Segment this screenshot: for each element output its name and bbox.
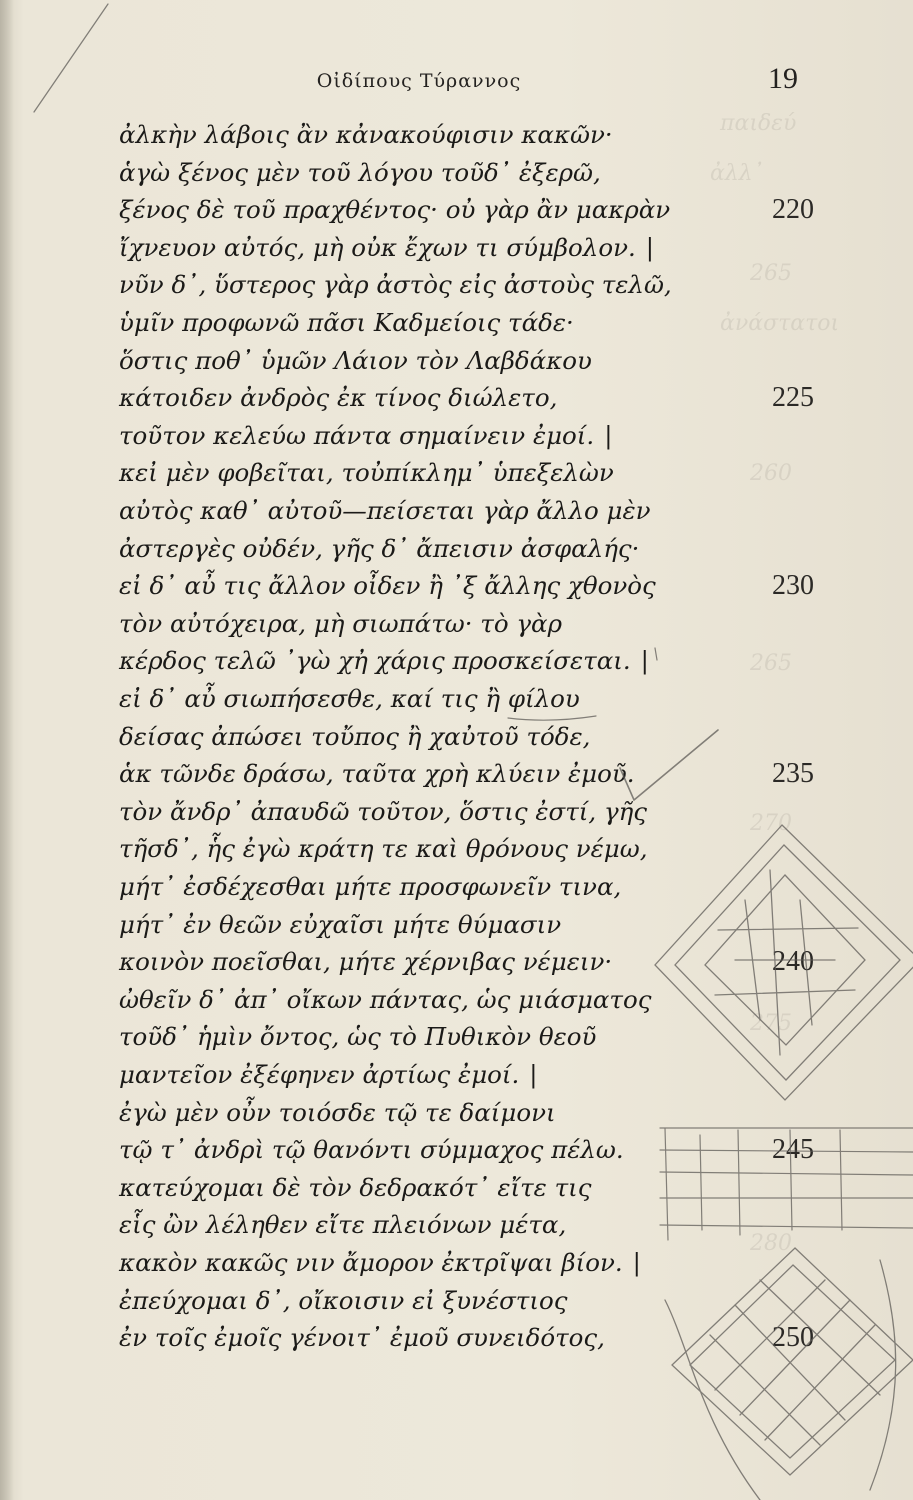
- verse-line: [119, 1282, 759, 1320]
- svg-text:265: 265: [750, 261, 792, 286]
- verse-line: [119, 718, 759, 756]
- verse-text: ἐγὼ μὲν οὖν τοιόσδε τῷ τε δαίμονι: [119, 1098, 556, 1127]
- verse-block: [0, 116, 913, 1396]
- verse-line: [119, 981, 759, 1019]
- section-bar: |: [645, 233, 655, 262]
- verse-text: ὅστις ποθ᾽ ὑμῶν Λάιον τὸν Λαβδάκου: [119, 346, 592, 375]
- line-number: 245: [772, 1134, 814, 1165]
- verse-line: [119, 154, 759, 192]
- verse-text: κάτοιδεν ἀνδρὸς ἐκ τίνος διώλετο,: [119, 383, 558, 412]
- verse-line: [119, 342, 759, 380]
- verse-line: [119, 417, 759, 455]
- verse-line: [119, 906, 759, 944]
- verse-text: εἰ δ᾽ αὖ τις ἄλλον οἶδεν ἢ ᾽ξ ἄλλης χθονὸς: [119, 571, 656, 600]
- verse-text: ὑμῖν προφωνῶ πᾶσι Καδμείοις τάδε·: [119, 308, 574, 337]
- verse-text: κακὸν κακῶς νιν ἄμορον ἐκτρῖψαι βίον.: [119, 1248, 623, 1277]
- verse-text: τὸν ἄνδρ᾽ ἀπαυδῶ τοῦτον, ὅστις ἐστί, γῆς: [119, 797, 647, 826]
- svg-text:ἀλλ᾽: ἀλλ᾽: [710, 161, 764, 186]
- verse-text: ἁγὼ ξένος μὲν τοῦ λόγου τοῦδ᾽ ἐξερῶ,: [119, 158, 601, 187]
- svg-text:280: 280: [750, 1231, 792, 1256]
- svg-text:270: 270: [750, 811, 792, 836]
- verse-text: τοῦτον κελεύω πάντα σημαίνειν ἐμοί.: [119, 421, 595, 450]
- verse-text: κέρδος τελῶ ᾽γὼ χἠ χάρις προσκείσεται.: [119, 646, 631, 675]
- verse-line: [119, 266, 759, 304]
- verse-line: [119, 755, 759, 793]
- section-bar: |: [604, 421, 613, 450]
- svg-text:ἀνάστατοι: ἀνάστατοι: [720, 311, 840, 336]
- line-number: 230: [772, 570, 814, 601]
- verse-line: [119, 1244, 759, 1282]
- svg-text:260: 260: [750, 461, 792, 486]
- section-bar: |: [529, 1060, 538, 1089]
- verse-text: εἷς ὢν λέληθεν εἴτε πλειόνων μέτα,: [119, 1210, 567, 1239]
- verse-line: [119, 830, 759, 868]
- svg-text:παιδεύ: παιδεύ: [720, 111, 797, 136]
- verse-line: [119, 680, 759, 718]
- verse-text: μήτ᾽ ἐν θεῶν εὐχαῖσι μήτε θύμασιν: [119, 910, 562, 939]
- running-title: Οἰδίπους Τύραννος: [316, 70, 522, 92]
- page-number: 19: [768, 62, 798, 95]
- verse-text: κεἰ μὲν φοβεῖται, τοὐπίκλημ᾽ ὑπεξελὼν: [119, 458, 614, 487]
- verse-text: ἀλκὴν λάβοις ἂν κἀνακούφισιν κακῶν·: [119, 120, 613, 149]
- verse-line: [119, 191, 759, 229]
- verse-text: τῆσδ᾽, ἧς ἐγὼ κράτη τε καὶ θρόνους νέμω,: [119, 834, 648, 863]
- verse-line: [119, 1169, 759, 1207]
- verse-text: δείσας ἀπώσει τοὔπος ἢ χαὐτοῦ τόδε,: [119, 722, 591, 751]
- verse-text: ἁκ τῶνδε δράσω, ταῦτα χρὴ κλύειν ἐμοῦ.: [119, 759, 635, 788]
- verse-text: τῷ τ᾽ ἀνδρὶ τῷ θανόντι σύμμαχος πέλω.: [119, 1135, 624, 1164]
- verse-line: [119, 454, 759, 492]
- verse-line: [119, 492, 759, 530]
- verse-text: κοινὸν ποεῖσθαι, μήτε χέρνιβας νέμειν·: [119, 947, 613, 976]
- svg-text:275: 275: [750, 1011, 792, 1036]
- verse-line: [119, 1018, 759, 1056]
- verse-line: [119, 943, 759, 981]
- verse-text: μήτ᾽ ἐσδέχεσθαι μήτε προσφωνεῖν τινα,: [119, 872, 622, 901]
- verse-line: [119, 530, 759, 568]
- verse-line: [119, 379, 759, 417]
- line-number: 225: [772, 382, 814, 413]
- verse-text: κατεύχομαι δὲ τὸν δεδρακότ᾽ εἴτε τις: [119, 1173, 592, 1202]
- line-number: 240: [772, 946, 814, 977]
- section-bar: |: [640, 646, 649, 675]
- section-bar: |: [632, 1248, 641, 1277]
- line-number: 235: [772, 758, 814, 789]
- verse-line: [119, 1131, 759, 1169]
- verse-line: [119, 229, 759, 267]
- line-number: 220: [772, 194, 814, 225]
- svg-text:265: 265: [750, 651, 792, 676]
- verse-text: ὠθεῖν δ᾽ ἀπ᾽ οἴκων πάντας, ὡς μιάσματος: [119, 985, 652, 1014]
- verse-line: [119, 304, 759, 342]
- running-head: [0, 58, 913, 98]
- verse-text: ἐπεύχομαι δ᾽, οἴκοισιν εἰ ξυνέστιος: [119, 1286, 568, 1315]
- verse-line: [119, 567, 759, 605]
- line-number: 250: [772, 1322, 814, 1353]
- verse-line: [119, 1056, 759, 1094]
- verse-text: τὸν αὐτόχειρα, μὴ σιωπάτω· τὸ γὰρ: [119, 609, 562, 638]
- verse-line: [119, 116, 759, 154]
- verse-line: [119, 868, 759, 906]
- verse-text: ἴχνευον αὐτός, μὴ οὐκ ἔχων τι σύμβολον.: [119, 233, 636, 262]
- verse-text: νῦν δ᾽, ὕστερος γὰρ ἀστὸς εἰς ἀστοὺς τελῶ,: [119, 270, 672, 299]
- verse-text: ἀστεργὲς οὐδέν, γῆς δ᾽ ἄπεισιν ἀσφαλής·: [119, 534, 640, 563]
- verse-text: εἰ δ᾽ αὖ σιωπήσεσθε, καί τις ἢ φίλου: [119, 684, 580, 713]
- verse-line: [119, 793, 759, 831]
- verse-text: ξένος δὲ τοῦ πραχθέντος· οὐ γὰρ ἂν μακρὰν: [119, 195, 671, 224]
- verse-text: μαντεῖον ἐξέφηνεν ἀρτίως ἐμοί.: [119, 1060, 520, 1089]
- verse-text: τοῦδ᾽ ἡμὶν ὄντος, ὡς τὸ Πυθικὸν θεοῦ: [119, 1022, 597, 1051]
- verse-line: [119, 1094, 759, 1132]
- verse-text: αὐτὸς καθ᾽ αὐτοῦ—πείσεται γὰρ ἄλλο μὲν: [119, 496, 651, 525]
- verse-line: [119, 605, 759, 643]
- verse-text: ἐν τοῖς ἐμοῖς γένοιτ᾽ ἐμοῦ συνειδότος,: [119, 1323, 605, 1352]
- verse-line: [119, 1206, 759, 1244]
- verse-line: [119, 642, 759, 680]
- verse-line: [119, 1319, 759, 1357]
